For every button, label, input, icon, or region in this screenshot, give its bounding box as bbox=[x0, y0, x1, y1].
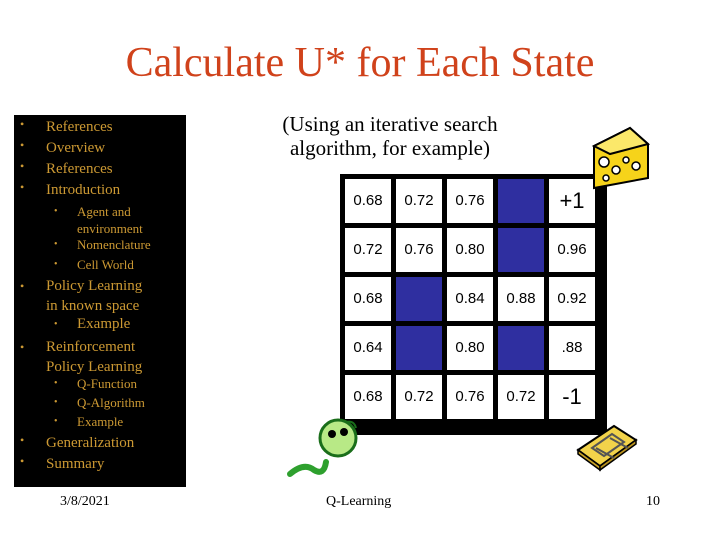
footer-title: Q-Learning bbox=[326, 494, 392, 509]
slide-title: Calculate U* for Each State bbox=[125, 40, 595, 86]
grid-cell: 0.68 bbox=[345, 179, 391, 223]
grid-cell: 0.76 bbox=[447, 375, 493, 419]
bullet-icon: • bbox=[54, 259, 58, 270]
grid-cell: 0.76 bbox=[447, 179, 493, 223]
slide-subtitle: (Using an iterative search algorithm, for example) bbox=[282, 112, 498, 160]
grid-cell: 0.80 bbox=[447, 326, 493, 370]
page-number: 10 bbox=[646, 494, 660, 509]
mouse-trap-icon bbox=[574, 412, 640, 472]
grid-wall-cell bbox=[498, 326, 544, 370]
bullet-icon: • bbox=[20, 340, 25, 354]
bullet-icon: • bbox=[20, 117, 25, 131]
grid-cell: 0.64 bbox=[345, 326, 391, 370]
grid-cell: +1 bbox=[549, 179, 595, 223]
bullet-icon: • bbox=[54, 239, 58, 250]
bullet-icon: • bbox=[20, 279, 25, 293]
grid-cell: 0.72 bbox=[345, 228, 391, 272]
bullet-icon: • bbox=[54, 397, 58, 408]
grid-wall-cell bbox=[396, 277, 442, 321]
grid-cell: 0.92 bbox=[549, 277, 595, 321]
grid-wall-cell bbox=[498, 228, 544, 272]
bullet-icon: • bbox=[20, 454, 25, 468]
bullet-icon: • bbox=[54, 378, 58, 389]
grid-cell: .88 bbox=[549, 326, 595, 370]
bullet-icon: • bbox=[20, 159, 25, 173]
grid-cell: -1 bbox=[549, 375, 595, 419]
bullet-icon: • bbox=[54, 416, 58, 427]
sidebar-outline: • References • Overview • References • Introduction • Agent and environment • Nomenclature • Cell World • Policy Learning in known space • Example • Reinforcement Policy Learning • Q-Function • Q-Algorithm • Example • Generalization • Summary bbox=[14, 115, 186, 487]
grid-cell: 0.72 bbox=[396, 179, 442, 223]
grid-cell: 0.72 bbox=[498, 375, 544, 419]
cell-world-grid bbox=[340, 174, 607, 435]
bullet-icon: • bbox=[54, 206, 58, 217]
grid-cell: 0.80 bbox=[447, 228, 493, 272]
footer-date: 3/8/2021 bbox=[60, 494, 110, 509]
grid-cell: 0.84 bbox=[447, 277, 493, 321]
grid-cell: 0.76 bbox=[396, 228, 442, 272]
bullet-icon: • bbox=[20, 180, 25, 194]
grid-wall-cell bbox=[396, 326, 442, 370]
bullet-icon: • bbox=[20, 433, 25, 447]
grid-cell: 0.88 bbox=[498, 277, 544, 321]
grid-cell: 0.68 bbox=[345, 375, 391, 419]
grid-cell: 0.96 bbox=[549, 228, 595, 272]
grid-cell: 0.72 bbox=[396, 375, 442, 419]
bullet-icon: • bbox=[20, 138, 25, 152]
grid-cell: 0.68 bbox=[345, 277, 391, 321]
cheese-icon bbox=[590, 124, 652, 196]
worm-mouse-icon bbox=[284, 418, 364, 482]
bullet-icon: • bbox=[54, 319, 58, 330]
grid-wall-cell bbox=[498, 179, 544, 223]
